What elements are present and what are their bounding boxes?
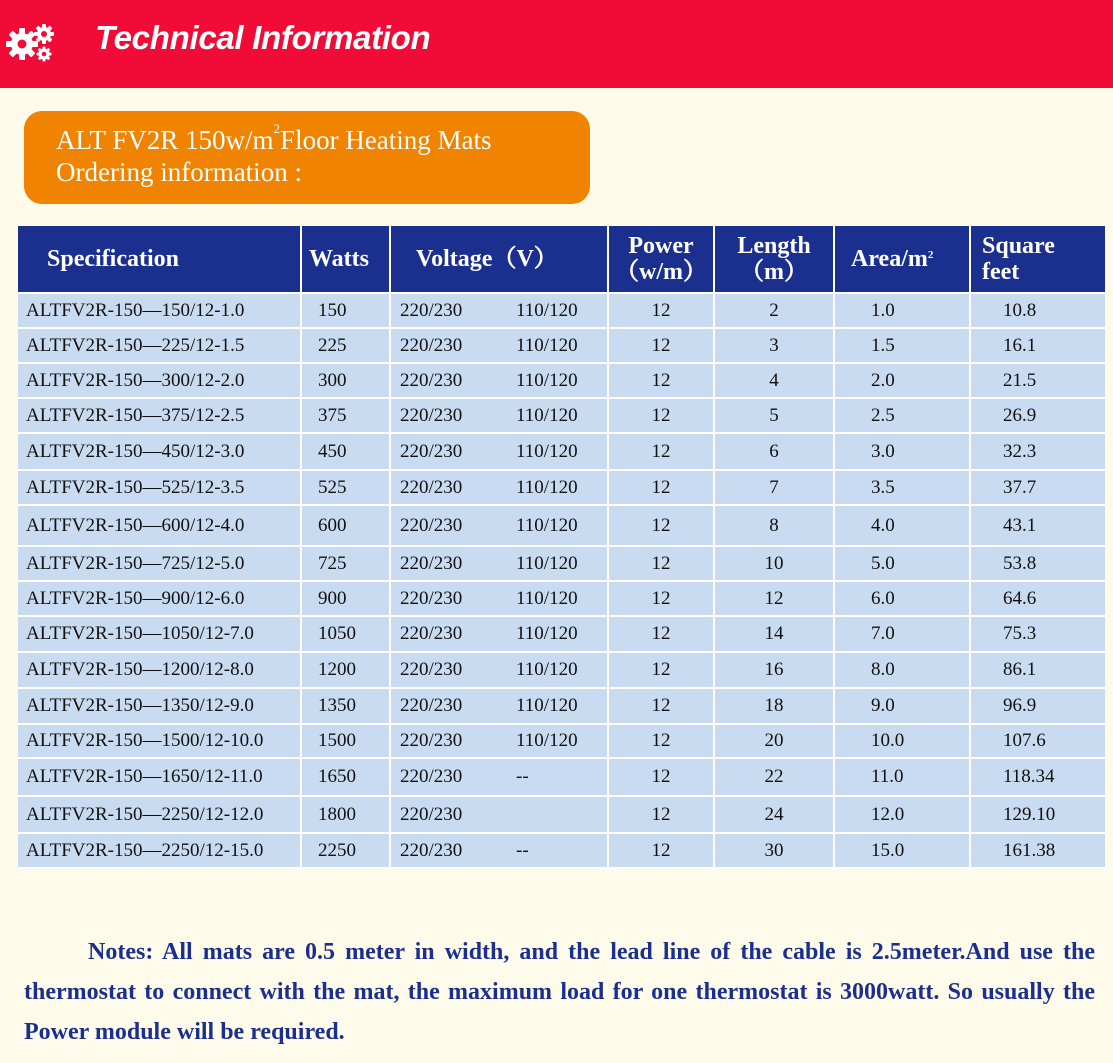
power-cell: 12 [609,364,715,399]
power-cell: 12 [609,294,715,329]
spec-cell: ALTFV2R-150—300/12-2.0 [18,364,302,399]
length-cell: 14 [715,617,835,653]
voltage-220-cell: 220/230 [391,797,501,834]
voltage-110-cell: 110/120 [501,329,609,364]
voltage-110-cell: 110/120 [501,653,609,689]
square-feet-cell: 107.6 [971,725,1105,759]
voltage-220-cell: 220/230 [391,434,501,471]
watts-cell: 600 [302,506,391,547]
power-cell: 12 [609,547,715,582]
voltage-220-cell: 220/230 [391,582,501,617]
spec-cell: ALTFV2R-150—2250/12-12.0 [18,797,302,834]
power-cell: 12 [609,689,715,725]
spec-cell: ALTFV2R-150—1200/12-8.0 [18,653,302,689]
voltage-220-cell: 220/230 [391,294,501,329]
voltage-220-cell: 220/230 [391,689,501,725]
spec-cell: ALTFV2R-150—375/12-2.5 [18,399,302,434]
table-body [18,294,1105,869]
power-cell: 12 [609,617,715,653]
table-row [18,547,1105,582]
voltage-220-cell: 220/230 [391,725,501,759]
page-title: Technical Information [95,19,431,56]
area-cell: 12.0 [835,797,971,834]
length-cell: 6 [715,434,835,471]
table-row [18,689,1105,725]
voltage-110-cell: -- [501,759,609,797]
spec-cell: ALTFV2R-150—2250/12-15.0 [18,834,302,869]
table-row [18,329,1105,364]
square-feet-cell: 129.10 [971,797,1105,834]
square-feet-cell: 26.9 [971,399,1105,434]
area-cell: 2.5 [835,399,971,434]
spec-cell: ALTFV2R-150—900/12-6.0 [18,582,302,617]
voltage-220-cell: 220/230 [391,547,501,582]
voltage-110-cell: 110/120 [501,689,609,725]
length-cell: 4 [715,364,835,399]
spec-cell: ALTFV2R-150—225/12-1.5 [18,329,302,364]
spec-cell: ALTFV2R-150—1500/12-10.0 [18,725,302,759]
watts-cell: 150 [302,294,391,329]
length-cell: 8 [715,506,835,547]
power-cell: 12 [609,759,715,797]
area-cell: 1.5 [835,329,971,364]
spec-cell: ALTFV2R-150—1350/12-9.0 [18,689,302,725]
power-cell: 12 [609,434,715,471]
col-watts: Watts [302,226,391,294]
voltage-110-cell: 110/120 [501,434,609,471]
area-cell: 15.0 [835,834,971,869]
square-feet-cell: 75.3 [971,617,1105,653]
square-feet-cell: 21.5 [971,364,1105,399]
table-row [18,725,1105,759]
length-cell: 2 [715,294,835,329]
area-cell: 5.0 [835,547,971,582]
spec-cell: ALTFV2R-150—525/12-3.5 [18,471,302,506]
power-cell: 12 [609,834,715,869]
voltage-220-cell: 220/230 [391,617,501,653]
ordering-table [18,226,1105,869]
watts-cell: 900 [302,582,391,617]
length-cell: 5 [715,399,835,434]
gears-icon [6,22,56,64]
table-row [18,364,1105,399]
power-cell: 12 [609,725,715,759]
length-cell: 12 [715,582,835,617]
area-cell: 3.5 [835,471,971,506]
voltage-220-cell: 220/230 [391,759,501,797]
voltage-110-cell: 110/120 [501,725,609,759]
header-bar [0,0,1113,88]
voltage-110-cell [501,797,609,834]
watts-cell: 375 [302,399,391,434]
square-feet-cell: 43.1 [971,506,1105,547]
spec-cell: ALTFV2R-150—450/12-3.0 [18,434,302,471]
voltage-110-cell: 110/120 [501,364,609,399]
table-row [18,653,1105,689]
voltage-110-cell: 110/120 [501,399,609,434]
spec-cell: ALTFV2R-150—600/12-4.0 [18,506,302,547]
power-cell: 12 [609,582,715,617]
voltage-110-cell: -- [501,834,609,869]
table-row [18,759,1105,797]
voltage-110-cell: 110/120 [501,506,609,547]
watts-cell: 450 [302,434,391,471]
col-length: Length （m） [715,226,835,294]
watts-cell: 1350 [302,689,391,725]
square-feet-cell: 10.8 [971,294,1105,329]
length-cell: 18 [715,689,835,725]
spec-cell: ALTFV2R-150—150/12-1.0 [18,294,302,329]
col-square-feet: Square feet [971,226,1105,294]
badge-line-1: ALT FV2R $150w/m^2Floor$ Heating Mats [56,121,492,155]
power-cell: 12 [609,471,715,506]
power-cell: 12 [609,653,715,689]
table-row [18,506,1105,547]
length-cell: 30 [715,834,835,869]
area-cell: 6.0 [835,582,971,617]
power-cell: 12 [609,506,715,547]
length-cell: 7 [715,471,835,506]
spec-cell: ALTFV2R-150—725/12-5.0 [18,547,302,582]
voltage-220-cell: 220/230 [391,506,501,547]
square-feet-cell: 96.9 [971,689,1105,725]
table-row [18,471,1105,506]
area-cell: 1.0 [835,294,971,329]
voltage-110-cell: 110/120 [501,582,609,617]
watts-cell: 725 [302,547,391,582]
length-cell: 16 [715,653,835,689]
watts-cell: 225 [302,329,391,364]
length-cell: 3 [715,329,835,364]
product-badge [24,111,590,204]
col-area: Area/$m^2$ [835,226,971,294]
length-cell: 22 [715,759,835,797]
area-cell: 2.0 [835,364,971,399]
voltage-110-cell: 110/120 [501,294,609,329]
square-feet-cell: 16.1 [971,329,1105,364]
table-row [18,434,1105,471]
voltage-110-cell: 110/120 [501,471,609,506]
square-feet-cell: 161.38 [971,834,1105,869]
power-cell: 12 [609,399,715,434]
length-cell: 24 [715,797,835,834]
square-feet-cell: 37.7 [971,471,1105,506]
voltage-220-cell: 220/230 [391,329,501,364]
table-row [18,797,1105,834]
area-cell: 4.0 [835,506,971,547]
length-cell: 10 [715,547,835,582]
watts-cell: 1050 [302,617,391,653]
watts-cell: 1200 [302,653,391,689]
table-row [18,582,1105,617]
col-power: Power （w/m） [609,226,715,294]
col-voltage: Voltage（V） [391,226,609,294]
area-cell: 10.0 [835,725,971,759]
square-feet-cell: 86.1 [971,653,1105,689]
area-cell: 7.0 [835,617,971,653]
col-specification: Specification [18,226,302,294]
voltage-110-cell: 110/120 [501,547,609,582]
square-feet-cell: 32.3 [971,434,1105,471]
voltage-220-cell: 220/230 [391,399,501,434]
voltage-220-cell: 220/230 [391,471,501,506]
area-cell: 3.0 [835,434,971,471]
watts-cell: 525 [302,471,391,506]
area-cell: 8.0 [835,653,971,689]
square-feet-cell: 53.8 [971,547,1105,582]
voltage-220-cell: 220/230 [391,364,501,399]
power-cell: 12 [609,797,715,834]
square-feet-cell: 118.34 [971,759,1105,797]
voltage-110-cell: 110/120 [501,617,609,653]
watts-cell: 300 [302,364,391,399]
spec-cell: ALTFV2R-150—1650/12-11.0 [18,759,302,797]
notes-paragraph: Notes: All mats are 0.5 meter in width, and the lead line of the cable is 2.5meter.And use the thermostat to connect with the mat, the maximum load for one thermostat is 3000watt. So usually the Power module will be required. [24,939,1095,1045]
area-cell: 11.0 [835,759,971,797]
table-row [18,834,1105,869]
voltage-220-cell: 220/230 [391,653,501,689]
table-row [18,399,1105,434]
area-cell: 9.0 [835,689,971,725]
power-cell: 12 [609,329,715,364]
watts-cell: 1650 [302,759,391,797]
spec-cell: ALTFV2R-150—1050/12-7.0 [18,617,302,653]
watts-cell: 2250 [302,834,391,869]
table-row [18,617,1105,653]
watts-cell: 1500 [302,725,391,759]
voltage-220-cell: 220/230 [391,834,501,869]
watts-cell: 1800 [302,797,391,834]
badge-line-2: Ordering information : [56,157,302,187]
square-feet-cell: 64.6 [971,582,1105,617]
table-row [18,294,1105,329]
length-cell: 20 [715,725,835,759]
